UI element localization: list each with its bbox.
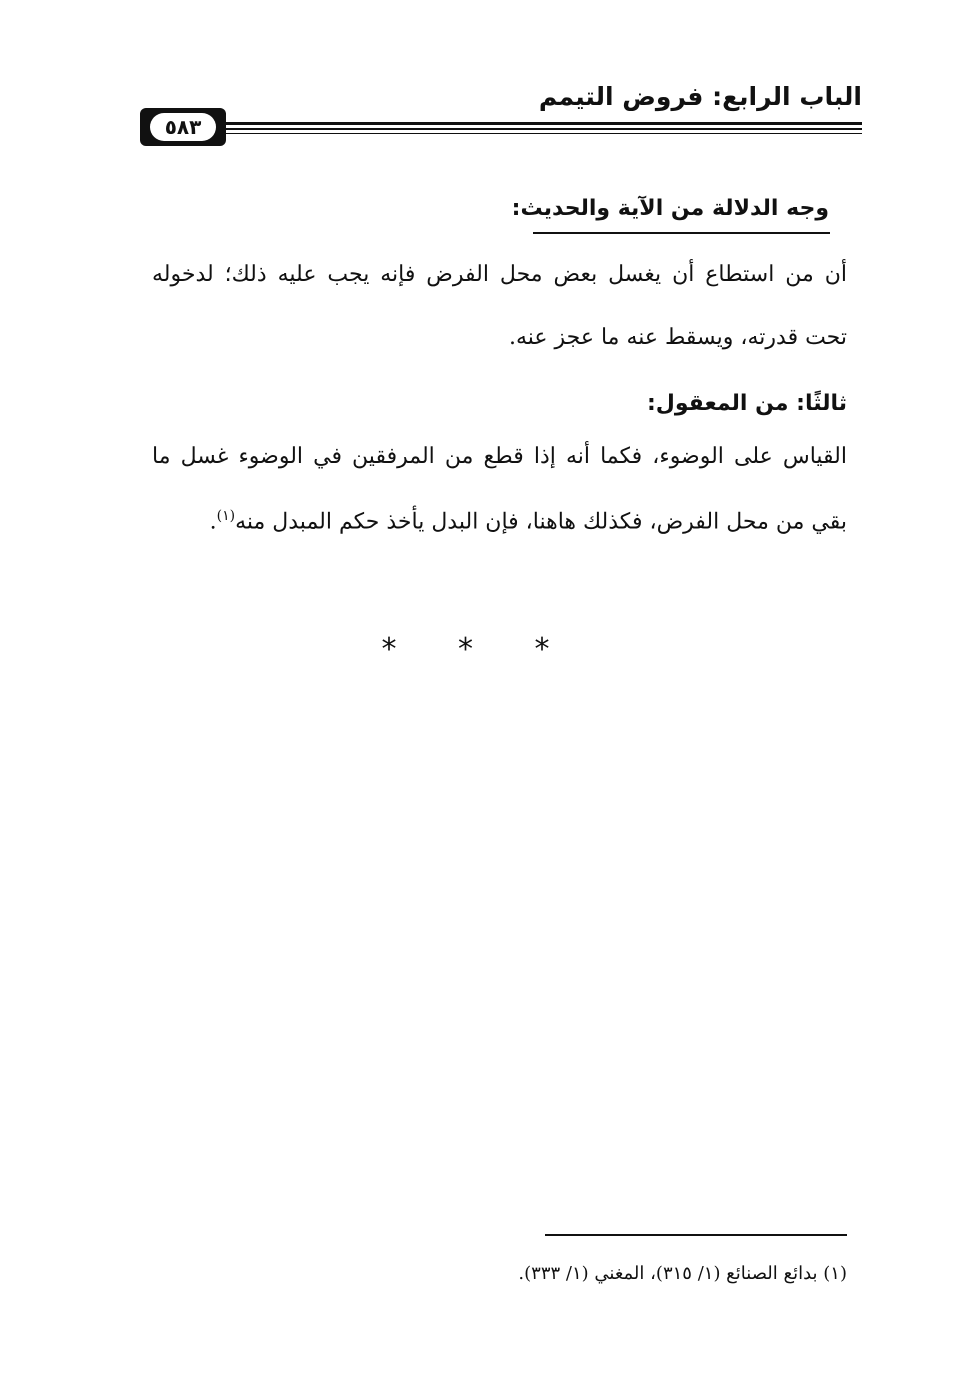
footnote-reference: (١) bbox=[216, 508, 236, 524]
paragraph-line: تحت قدرته، ويسقط عنه ما عجز عنه. bbox=[508, 325, 847, 350]
header-rule bbox=[210, 133, 862, 134]
paragraph-end-punctuation: . bbox=[209, 509, 217, 535]
footnote-rule bbox=[545, 1234, 847, 1236]
running-header-title: الباب الرابع: فروض التيمم bbox=[538, 82, 862, 111]
footnote: (١) بدائع الصنائع (١/ ٣١٥)، المغني (١/ ٣٣٣). bbox=[518, 1263, 847, 1284]
header-rule bbox=[210, 122, 862, 125]
section-heading-underline bbox=[533, 232, 830, 234]
paragraph-line-with-footnote bbox=[210, 508, 847, 534]
section-heading: وجه الدلالة من الآية والحديث: bbox=[511, 196, 829, 221]
subheading-third: ثالثًا: من المعقول: bbox=[646, 391, 847, 416]
paragraph-line: القياس على الوضوء، فكما أنه إذا قطع من المرفقين في الوضوء غسل ما bbox=[152, 444, 847, 469]
section-separator: * * * bbox=[381, 632, 576, 667]
paragraph-line: أن من استطاع أن يغسل بعض محل الفرض فإنه يجب عليه ذلك؛ لدخوله bbox=[152, 262, 847, 287]
header-rule bbox=[210, 128, 862, 130]
paragraph-text: بقي من محل الفرض، فكذلك هاهنا، فإن البدل يأخذ حكم المبدل منه bbox=[235, 509, 847, 535]
page-number: ٥٨٣ bbox=[150, 113, 216, 141]
